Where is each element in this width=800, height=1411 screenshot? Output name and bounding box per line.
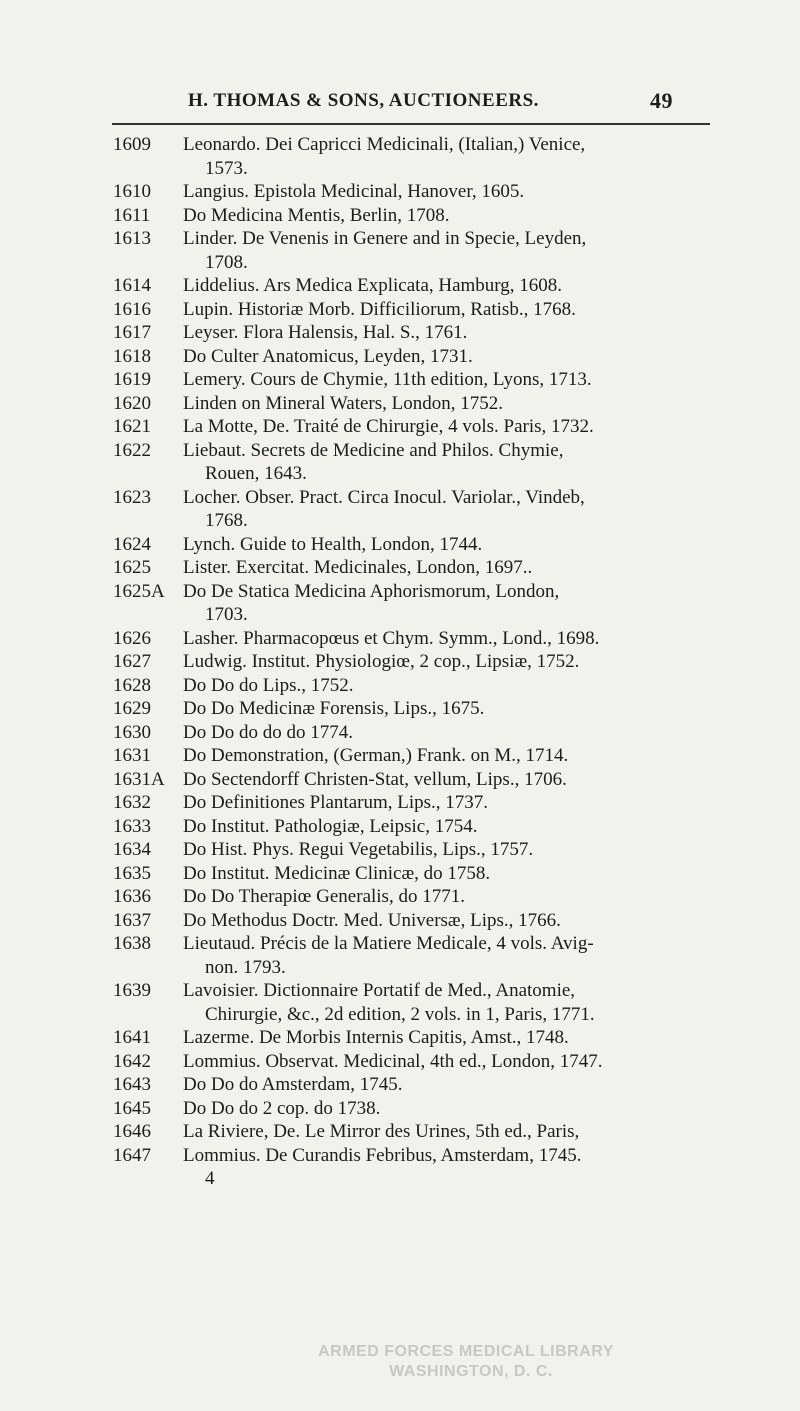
lot-number: 1618 <box>113 345 151 367</box>
catalogue-entry <box>113 862 713 886</box>
entry-text: Locher. Obser. Pract. Circa Inocul. Variolar., Vindeb, <box>183 486 585 508</box>
entry-text: Do Hist. Phys. Regui Vegetabilis, Lips., 1757. <box>183 839 534 860</box>
entry-text: Leonardo. Dei Capricci Medicinali, (Italian,) Venice, <box>183 134 586 155</box>
lot-number: 1639 <box>113 980 151 1001</box>
lot-number: 1629 <box>113 698 151 719</box>
stamp-line-1: ARMED FORCES MEDICAL LIBRARY <box>318 1343 614 1360</box>
lot-number: 1636 <box>113 886 151 907</box>
entry-continuation: Chirurgie, &c., 2d edition, 2 vols. in 1, Paris, 1771. <box>205 1003 595 1025</box>
catalogue-entry <box>113 204 713 228</box>
catalogue-entry <box>113 791 713 815</box>
catalogue-entry <box>113 838 713 862</box>
entry-continuation: non. 1793. <box>205 956 286 978</box>
entry-text: Do Culter Anatomicus, Leyden, 1731. <box>183 345 473 367</box>
catalogue-entry <box>113 533 713 557</box>
catalogue-entry <box>113 885 713 909</box>
lot-number: 1641 <box>113 1027 151 1048</box>
lot-number: 1614 <box>113 275 151 296</box>
entry-text: Do Methodus Doctr. Med. Universæ, Lips., 1766. <box>183 909 561 931</box>
catalogue-entry <box>113 744 713 768</box>
entry-text: Do Do Therapiœ Generalis, do 1771. <box>183 886 465 907</box>
lot-number: 1642 <box>113 1050 151 1072</box>
entry-text: La Riviere, De. Le Mirror des Urines, 5th ed., Paris, <box>183 1121 580 1142</box>
entry-text: Lister. Exercitat. Medicinales, London, 1697.. <box>183 557 533 578</box>
entry-text: Do Do do 2 cop. do 1738. <box>183 1097 381 1119</box>
entry-continuation: 1768. <box>205 510 248 531</box>
catalogue-entry <box>113 909 713 933</box>
entry-text: Do De Statica Medicina Aphorismorum, London, <box>183 580 560 602</box>
catalogue-entry <box>113 1026 713 1050</box>
lot-number: 1620 <box>113 392 151 414</box>
page-header <box>188 90 688 112</box>
catalogue-entry <box>113 721 713 745</box>
entry-text: Lemery. Cours de Chymie, 11th edition, Lyons, 1713. <box>183 369 592 390</box>
entry-text: Lavoisier. Dictionnaire Portatif de Med., Anatomie, <box>183 980 576 1001</box>
entry-text: Do Do Medicinæ Forensis, Lips., 1675. <box>183 698 485 719</box>
lot-number: 1625 <box>113 557 151 578</box>
entry-continuation: 4 <box>205 1168 215 1189</box>
auctioneer-title: H. THOMAS & SONS, AUCTIONEERS. <box>188 90 539 111</box>
entry-text: Langius. Epistola Medicinal, Hanover, 1605. <box>183 181 525 202</box>
lot-number: 1643 <box>113 1074 151 1095</box>
lot-number: 1610 <box>113 181 151 202</box>
lot-number: 1628 <box>113 674 151 696</box>
entry-text: Liebaut. Secrets de Medicine and Philos. Chymie, <box>183 439 564 461</box>
lot-number: 1619 <box>113 369 151 390</box>
catalogue-entry <box>113 650 713 674</box>
catalogue-entry <box>113 627 713 651</box>
lot-number: 1637 <box>113 909 151 931</box>
catalogue-entry <box>113 932 713 979</box>
entry-text: Do Institut. Pathologiæ, Leipsic, 1754. <box>183 815 478 837</box>
catalogue-entry <box>113 556 713 580</box>
stamp-line-2: WASHINGTON, D. C. <box>389 1363 553 1380</box>
lot-number: 1622 <box>113 439 151 461</box>
entry-continuation: Rouen, 1643. <box>205 463 307 484</box>
entry-text: Do Demonstration, (German,) Frank. on M., 1714. <box>183 745 569 766</box>
entry-continuation: 1703. <box>205 604 248 625</box>
entry-text: Lupin. Historiæ Morb. Difficiliorum, Ratisb., 1768. <box>183 298 576 320</box>
library-stamp <box>316 1342 616 1382</box>
catalogue-entry <box>113 979 713 1026</box>
lot-number: 1635 <box>113 862 151 884</box>
catalogue-entry <box>113 133 713 180</box>
lot-number: 1613 <box>113 228 151 249</box>
catalogue-entry <box>113 697 713 721</box>
lot-number: 1632 <box>113 792 151 813</box>
catalogue-entry <box>113 415 713 439</box>
lot-number: 1631A <box>113 768 165 790</box>
lot-number: 1624 <box>113 533 151 555</box>
catalogue-entry <box>113 1144 713 1191</box>
entry-text: Do Definitiones Plantarum, Lips., 1737. <box>183 792 489 813</box>
entry-text: Lynch. Guide to Health, London, 1744. <box>183 533 483 555</box>
catalogue-entries <box>113 133 713 1191</box>
entry-text: Lommius. Observat. Medicinal, 4th ed., London, 1747. <box>183 1050 603 1072</box>
entry-text: Ludwig. Institut. Physiologiœ, 2 cop., Lipsiæ, 1752. <box>183 651 580 672</box>
catalogue-entry <box>113 1120 713 1144</box>
entry-text: Do Sectendorff Christen-Stat, vellum, Lips., 1706. <box>183 768 567 790</box>
catalogue-entry <box>113 674 713 698</box>
entry-text: Linder. De Venenis in Genere and in Specie, Leyden, <box>183 228 587 249</box>
lot-number: 1638 <box>113 933 151 954</box>
lot-number: 1631 <box>113 745 151 766</box>
entry-text: Lazerme. De Morbis Internis Capitis, Amst., 1748. <box>183 1027 569 1048</box>
entry-text: Do Institut. Medicinæ Clinicæ, do 1758. <box>183 862 491 884</box>
catalogue-entry <box>113 298 713 322</box>
catalogue-entry <box>113 227 713 274</box>
lot-number: 1616 <box>113 298 151 320</box>
catalogue-entry <box>113 1073 713 1097</box>
lot-number: 1645 <box>113 1097 151 1119</box>
entry-text: Do Do do Lips., 1752. <box>183 674 354 696</box>
lot-number: 1634 <box>113 839 151 860</box>
catalogue-entry <box>113 368 713 392</box>
lot-number: 1625A <box>113 580 165 602</box>
page-number: 49 <box>650 88 673 113</box>
lot-number: 1630 <box>113 721 151 743</box>
catalogue-entry <box>113 180 713 204</box>
catalogue-entry <box>113 580 713 627</box>
lot-number: 1621 <box>113 416 151 437</box>
entry-continuation: 1708. <box>205 251 248 273</box>
catalogue-entry <box>113 815 713 839</box>
header-rule <box>112 123 710 125</box>
entry-text: Leyser. Flora Halensis, Hal. S., 1761. <box>183 322 468 343</box>
entry-continuation: 1573. <box>205 157 248 179</box>
entry-text: Lieutaud. Précis de la Matiere Medicale, 4 vols. Avig- <box>183 933 594 954</box>
catalogue-entry <box>113 321 713 345</box>
catalogue-entry <box>113 486 713 533</box>
lot-number: 1611 <box>113 204 151 226</box>
lot-number: 1647 <box>113 1144 151 1166</box>
catalogue-entry <box>113 768 713 792</box>
entry-text: Lasher. Pharmacopœus et Chym. Symm., Lond., 1698. <box>183 627 600 649</box>
catalogue-entry <box>113 345 713 369</box>
lot-number: 1617 <box>113 322 151 343</box>
catalogue-entry <box>113 1097 713 1121</box>
entry-text: Do Do do Amsterdam, 1745. <box>183 1074 403 1095</box>
entry-text: Do Do do do do 1774. <box>183 721 353 743</box>
lot-number: 1627 <box>113 651 151 672</box>
lot-number: 1626 <box>113 627 151 649</box>
catalogue-entry <box>113 392 713 416</box>
catalogue-entry <box>113 439 713 486</box>
lot-number: 1633 <box>113 815 151 837</box>
lot-number: 1609 <box>113 134 151 155</box>
catalogue-entry <box>113 1050 713 1074</box>
catalogue-entry <box>113 274 713 298</box>
entry-text: Do Medicina Mentis, Berlin, 1708. <box>183 204 450 226</box>
entry-text: Liddelius. Ars Medica Explicata, Hamburg, 1608. <box>183 275 563 296</box>
entry-text: Linden on Mineral Waters, London, 1752. <box>183 392 504 414</box>
entry-text: Lommius. De Curandis Febribus, Amsterdam, 1745. <box>183 1144 582 1166</box>
entry-text: La Motte, De. Traité de Chirurgie, 4 vols. Paris, 1732. <box>183 416 594 437</box>
lot-number: 1646 <box>113 1121 151 1142</box>
lot-number: 1623 <box>113 486 151 508</box>
